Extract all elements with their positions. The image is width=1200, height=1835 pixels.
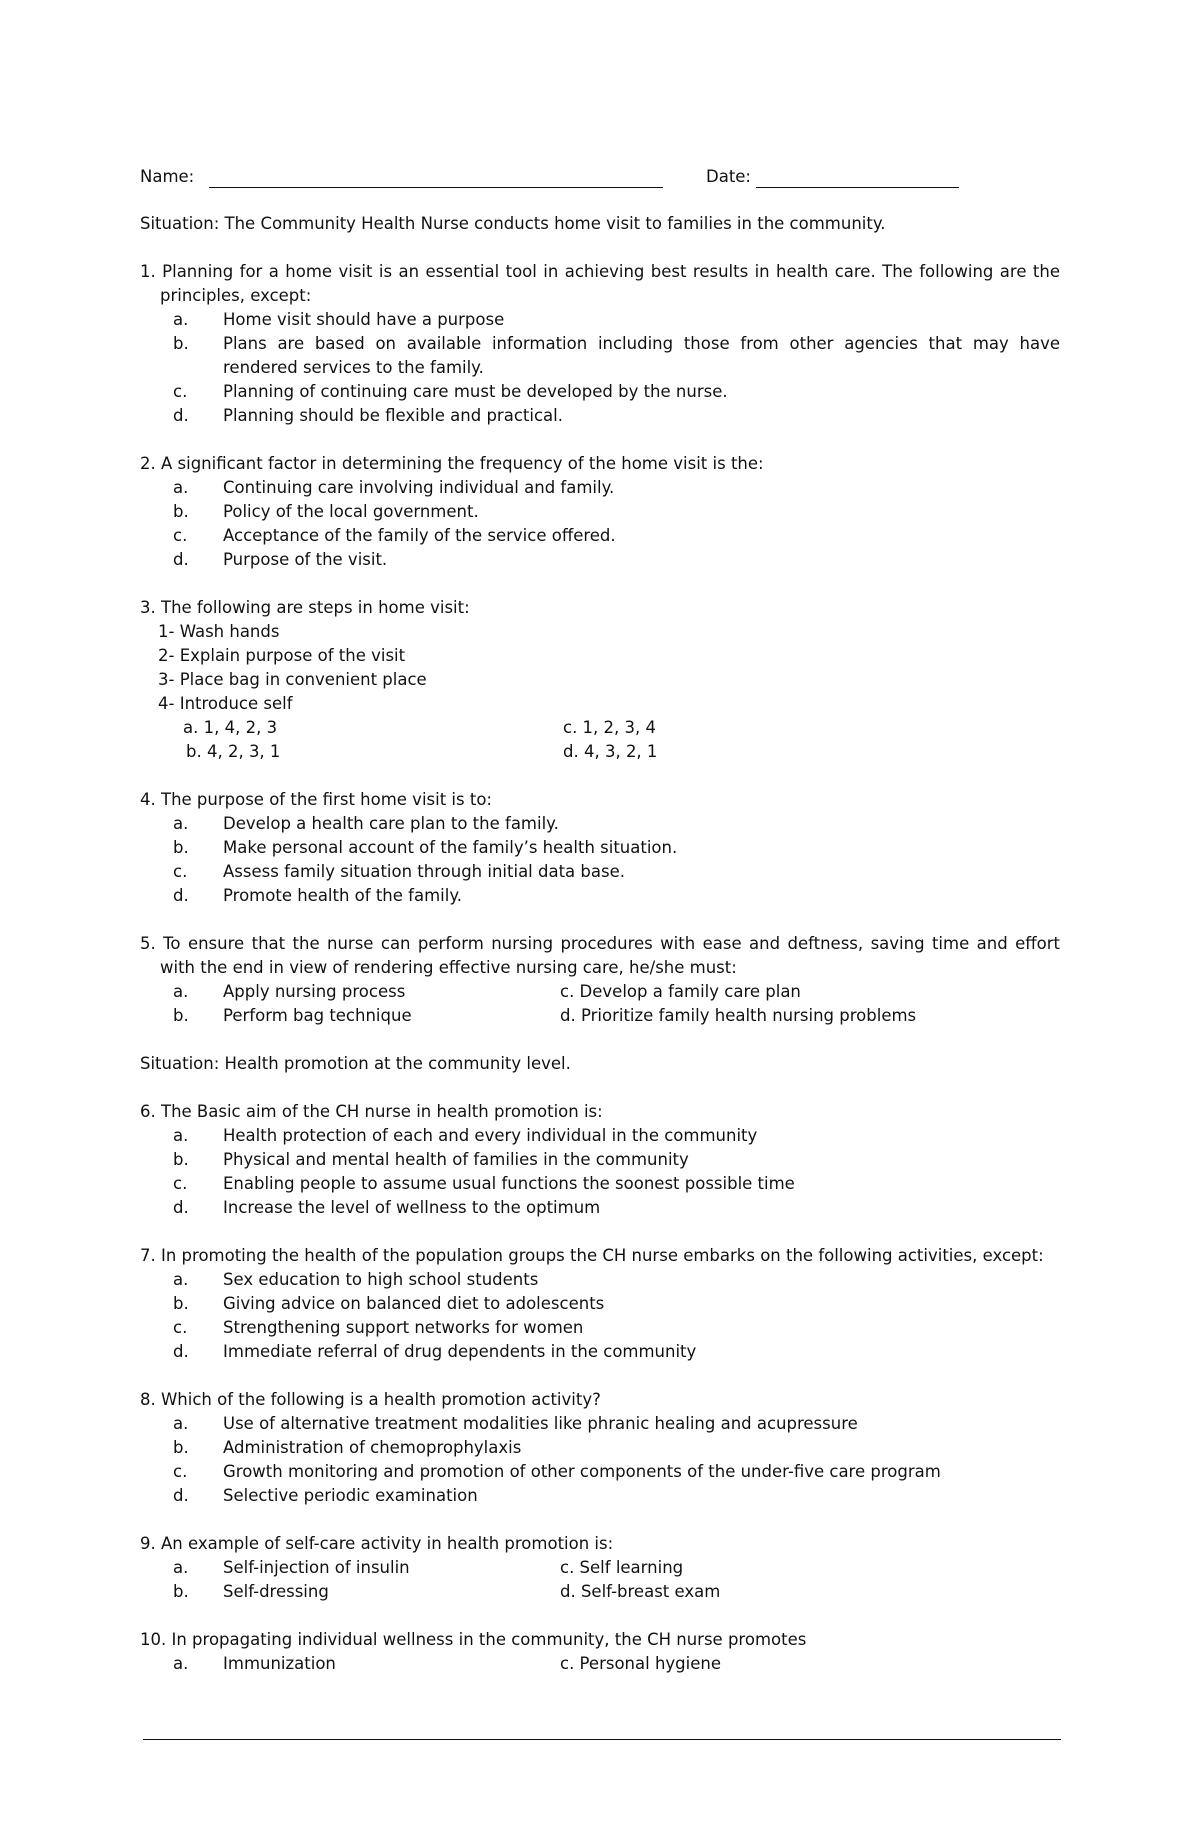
q3-option-b[interactable]: b. 4, 2, 3, 1 <box>186 742 281 761</box>
situation-1: Situation: The Community Health Nurse conducts home visit to families in the community. <box>140 214 886 233</box>
question-10 <box>140 1628 1060 1676</box>
q9-option-b[interactable]: b. Self-dressing <box>173 1582 329 1601</box>
q9-options <box>140 1556 1060 1604</box>
question-2-text: 2. A significant factor in determining the frequency of the home visit is the: <box>140 454 764 473</box>
q4-option-b[interactable]: b. Make personal account of the family’s health situation. <box>173 838 678 857</box>
q6-option-c[interactable]: c. Enabling people to assume usual functions the soonest possible time <box>173 1174 795 1193</box>
q10-option-c[interactable]: c. Personal hygiene <box>560 1654 721 1673</box>
q3-option-a[interactable]: a. 1, 4, 2, 3 <box>183 718 278 737</box>
question-7-text: 7. In promoting the health of the population groups the CH nurse embarks on the following activities, except: <box>140 1246 1044 1265</box>
q3-step-4: 4- Introduce self <box>158 694 293 713</box>
name-date-row <box>140 167 1060 197</box>
date-field-line[interactable] <box>756 187 959 188</box>
q7-option-b[interactable]: b. Giving advice on balanced diet to adolescents <box>173 1294 605 1313</box>
question-8-text: 8. Which of the following is a health promotion activity? <box>140 1390 601 1409</box>
footer-divider <box>143 1739 1061 1740</box>
situation-2: Situation: Health promotion at the community level. <box>140 1054 571 1073</box>
q10-options <box>140 1652 1060 1676</box>
q3-option-d[interactable]: d. 4, 3, 2, 1 <box>563 742 658 761</box>
question-7 <box>140 1244 1060 1364</box>
q8-option-c[interactable]: c. Growth monitoring and promotion of other components of the under-five care program <box>173 1462 941 1481</box>
q8-option-a[interactable]: a. Use of alternative treatment modalities like phranic healing and acupressure <box>173 1414 858 1433</box>
q3-step-3: 3- Place bag in convenient place <box>158 670 427 689</box>
question-3 <box>140 596 1060 764</box>
q4-option-c[interactable]: c. Assess family situation through initial data base. <box>173 862 625 881</box>
question-4 <box>140 788 1060 908</box>
question-6 <box>140 1100 1060 1220</box>
q5-option-c[interactable]: c. Develop a family care plan <box>560 982 801 1001</box>
question-1-text: 1. Planning for a home visit is an essential tool in achieving best results in health care. The following are the principles, except: <box>140 262 1060 305</box>
q3-option-c[interactable]: c. 1, 2, 3, 4 <box>563 718 657 737</box>
question-4-text: 4. The purpose of the first home visit is to: <box>140 790 492 809</box>
q8-option-d[interactable]: d. Selective periodic examination <box>173 1486 478 1505</box>
q1-option-b[interactable]: b. Plans are based on available information including those from other agencies that may have rendered services to the family. <box>173 334 1060 377</box>
question-10-text: 10. In propagating individual wellness in the community, the CH nurse promotes <box>140 1630 807 1649</box>
question-9 <box>140 1532 1060 1604</box>
q1-option-d[interactable]: d. Planning should be flexible and practical. <box>173 406 563 425</box>
q3-step-2: 2- Explain purpose of the visit <box>158 646 406 665</box>
q7-option-a[interactable]: a. Sex education to high school students <box>173 1270 539 1289</box>
q3-step-1: 1- Wash hands <box>158 622 280 641</box>
question-5 <box>140 932 1060 1028</box>
q2-option-d[interactable]: d. Purpose of the visit. <box>173 550 388 569</box>
q8-option-b[interactable]: b. Administration of chemoprophylaxis <box>173 1438 522 1457</box>
name-field-line[interactable] <box>209 187 663 188</box>
date-label: Date: <box>706 167 751 186</box>
q2-option-a[interactable]: a. Continuing care involving individual and family. <box>173 478 615 497</box>
q5-option-b[interactable]: b. Perform bag technique <box>173 1006 412 1025</box>
q10-option-a[interactable]: a. Immunization <box>173 1654 336 1673</box>
q6-option-d[interactable]: d. Increase the level of wellness to the optimum <box>173 1198 601 1217</box>
question-9-text: 9. An example of self-care activity in health promotion is: <box>140 1534 614 1553</box>
q9-option-c[interactable]: c. Self learning <box>560 1558 684 1577</box>
question-6-text: 6. The Basic aim of the CH nurse in health promotion is: <box>140 1102 603 1121</box>
q6-option-a[interactable]: a. Health protection of each and every individual in the community <box>173 1126 758 1145</box>
question-content <box>140 212 1060 1700</box>
name-label: Name: <box>140 167 195 186</box>
question-8 <box>140 1388 1060 1508</box>
q2-option-b[interactable]: b. Policy of the local government. <box>173 502 479 521</box>
q1-option-c[interactable]: c. Planning of continuing care must be developed by the nurse. <box>173 382 728 401</box>
q9-option-a[interactable]: a. Self-injection of insulin <box>173 1558 410 1577</box>
question-5-text: 5. To ensure that the nurse can perform nursing procedures with ease and deftness, saving time and effort with the end in view of rendering effective nursing care, he/she must: <box>140 934 1060 977</box>
question-1 <box>140 260 1060 428</box>
q7-option-c[interactable]: c. Strengthening support networks for women <box>173 1318 584 1337</box>
q4-option-d[interactable]: d. Promote health of the family. <box>173 886 462 905</box>
q1-option-a[interactable]: a. Home visit should have a purpose <box>173 310 505 329</box>
question-3-text: 3. The following are steps in home visit: <box>140 598 470 617</box>
question-2 <box>140 452 1060 572</box>
q4-option-a[interactable]: a. Develop a health care plan to the family. <box>173 814 559 833</box>
q5-option-d[interactable]: d. Prioritize family health nursing problems <box>560 1006 917 1025</box>
q7-option-d[interactable]: d. Immediate referral of drug dependents in the community <box>173 1342 697 1361</box>
q9-option-d[interactable]: d. Self-breast exam <box>560 1582 721 1601</box>
q2-option-c[interactable]: c. Acceptance of the family of the service offered. <box>173 526 616 545</box>
q3-options <box>140 716 1060 764</box>
q6-option-b[interactable]: b. Physical and mental health of families in the community <box>173 1150 689 1169</box>
q5-options <box>140 980 1060 1028</box>
q5-option-a[interactable]: a. Apply nursing process <box>173 982 406 1001</box>
